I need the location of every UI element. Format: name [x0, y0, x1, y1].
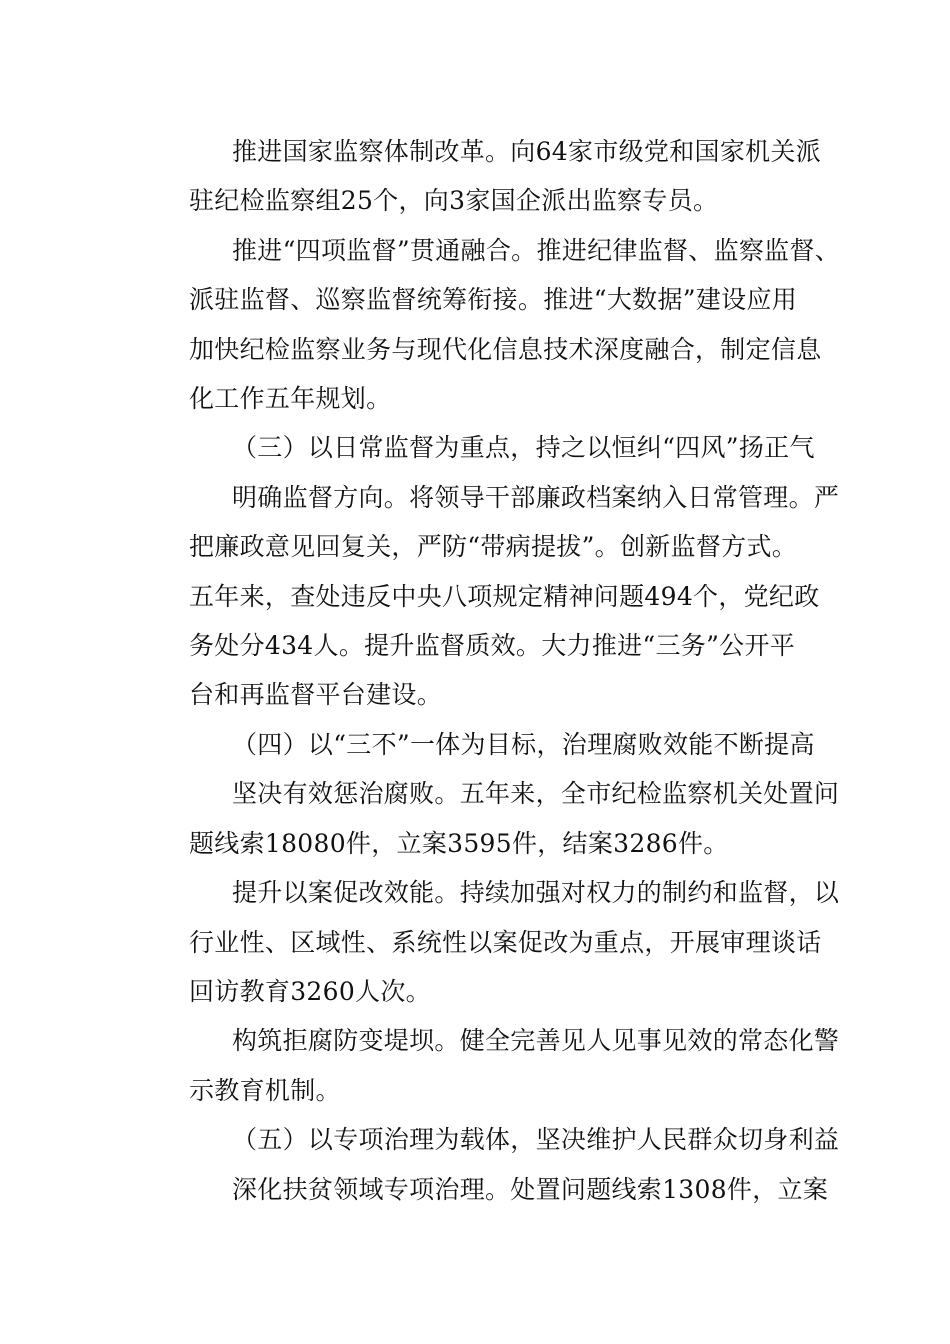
text-line: （五）以专项治理为载体，坚决维护人民群众切身利益 — [232, 1125, 840, 1155]
text-line: （四）以“三不”一体为目标，治理腐败效能不断提高 — [232, 729, 815, 759]
paragraph-poverty-governance — [146, 1165, 836, 1214]
text-line: 深化扶贫领域专项治理。处置问题线索1308件，立案 — [232, 1174, 829, 1204]
document-body — [146, 127, 841, 1214]
text-line: （三）以日常监督为重点，持之以恒纠“四风”扬正气 — [232, 433, 815, 463]
text-line: 回访教育3260人次。 — [189, 976, 431, 1006]
paragraph-anti-corruption-dam — [146, 1016, 840, 1115]
text-line: 推进“四项监督”贯通融合。推进纪律监督、监察监督、 — [232, 235, 841, 265]
section-heading-5 — [146, 1115, 840, 1164]
paragraph-punish-corruption — [146, 769, 840, 868]
text-line: 构筑拒腐防变堤坝。健全完善见人见事见效的常态化警 — [232, 1026, 840, 1056]
text-line: 五年来，查处违反中央八项规定精神问题494个，党纪政 — [189, 581, 820, 611]
text-line: 明确监督方向。将领导干部廉政档案纳入日常管理。严 — [232, 482, 840, 512]
paragraph-case-reform — [146, 868, 840, 1016]
text-line: 示教育机制。 — [189, 1075, 341, 1105]
section-heading-4 — [146, 720, 836, 769]
paragraph-supervision-direction — [146, 473, 840, 720]
text-line: 驻纪检监察组25个，向3家国企派出监察专员。 — [189, 186, 719, 216]
text-line: 化工作五年规划。 — [189, 384, 392, 414]
text-line: 推进国家监察体制改革。向64家市级党和国家机关派 — [232, 137, 822, 166]
text-line: 行业性、区域性、系统性以案促改为重点，开展审理谈话 — [189, 927, 822, 957]
text-line: 题线索18080件，立案3595件，结案3286件。 — [189, 828, 729, 858]
section-heading-3 — [146, 423, 836, 472]
paragraph-four-supervisions — [146, 226, 841, 424]
text-line: 提升以案促改效能。持续加强对权力的制约和监督，以 — [232, 878, 840, 908]
paragraph-supervision-reform — [146, 127, 836, 226]
text-line: 务处分434人。提升监督质效。大力推进“三务”公开平 — [189, 631, 796, 661]
text-line: 加快纪检监察业务与现代化信息技术深度融合，制定信息 — [189, 334, 822, 364]
text-line: 把廉政意见回复关，严防“带病提拔”。创新监督方式。 — [189, 532, 798, 562]
text-line: 派驻监督、巡察监督统筹衔接。推进“大数据”建设应用 — [189, 285, 798, 315]
text-line: 坚决有效惩治腐败。五年来，全市纪检监察机关处置问 — [232, 779, 840, 809]
text-line: 台和再监督平台建设。 — [189, 680, 443, 710]
